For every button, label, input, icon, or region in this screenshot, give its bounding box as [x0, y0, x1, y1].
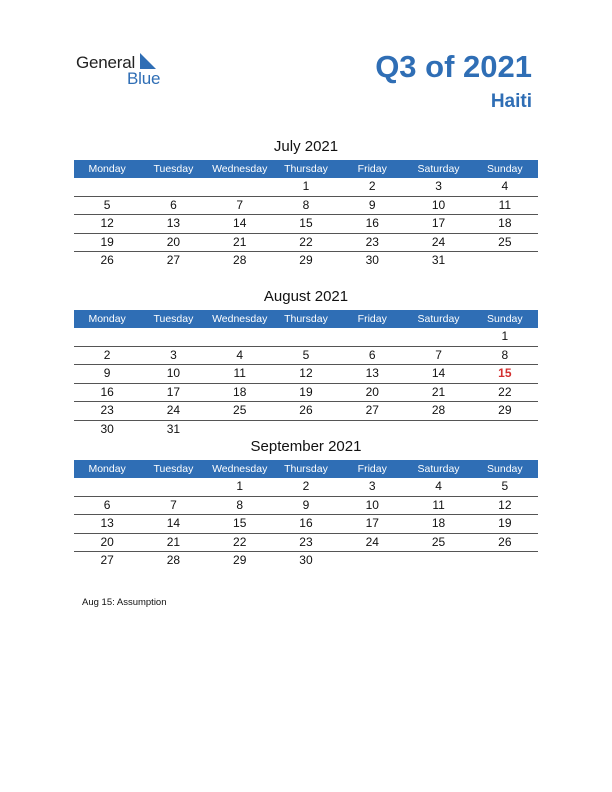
- weekday-label: Thursday: [284, 463, 328, 475]
- week-row: [74, 552, 538, 570]
- week-row: [74, 478, 538, 497]
- week-row: [74, 365, 538, 384]
- weekday-header-row: [74, 160, 538, 178]
- day-cell: 27: [166, 253, 181, 267]
- holiday-note: Aug 15: Assumption: [82, 597, 167, 608]
- week-row: [74, 402, 538, 421]
- weekday-label: Sunday: [487, 313, 523, 325]
- month-grid: [74, 328, 538, 438]
- day-cell: 27: [365, 403, 379, 417]
- day-cell: 2: [302, 479, 310, 493]
- day-cell: 12: [299, 366, 313, 380]
- day-cell: 8: [236, 497, 244, 512]
- weekday-header-row: [74, 310, 538, 328]
- weekday-label: Monday: [88, 163, 126, 175]
- weekday-label: Wednesday: [212, 313, 268, 325]
- holiday-day-cell: 15: [498, 366, 512, 380]
- day-cell: 4: [236, 347, 244, 362]
- month-calendar-september: [74, 436, 538, 570]
- day-cell: 24: [166, 403, 181, 417]
- day-cell: [140, 328, 206, 346]
- day-cell: 25: [498, 234, 512, 249]
- day-cell: [207, 328, 273, 346]
- day-cell: 19: [498, 516, 512, 530]
- week-row: [74, 178, 538, 197]
- day-cell: 2: [368, 179, 376, 193]
- day-cell: 20: [365, 384, 379, 399]
- day-cell: 23: [100, 403, 114, 417]
- week-row: [74, 347, 538, 366]
- day-cell: [472, 552, 538, 570]
- day-cell: 27: [100, 553, 114, 567]
- day-cell: 24: [431, 234, 446, 249]
- week-row: [74, 384, 538, 403]
- day-cell: 6: [170, 197, 177, 212]
- day-cell: 17: [431, 216, 446, 230]
- day-cell: 7: [435, 347, 442, 362]
- day-cell: 1: [236, 479, 244, 493]
- day-cell: 22: [299, 234, 313, 249]
- day-cell: 9: [368, 197, 376, 212]
- day-cell: 1: [501, 329, 509, 343]
- weekday-label: Friday: [357, 313, 387, 325]
- weekday-label: Saturday: [417, 463, 460, 475]
- page-title: Q3 of 2021: [375, 49, 532, 84]
- day-cell: 18: [233, 384, 247, 399]
- day-cell: 17: [365, 516, 379, 530]
- weekday-label: Sunday: [487, 463, 523, 475]
- day-cell: 23: [365, 234, 379, 249]
- week-row: [74, 234, 538, 253]
- day-cell: 15: [233, 516, 247, 530]
- logo-flag-icon: [140, 53, 156, 69]
- week-row: [74, 215, 538, 234]
- day-cell: [472, 252, 538, 270]
- day-cell: 9: [103, 366, 111, 380]
- day-cell: 1: [302, 179, 310, 193]
- month-title: August 2021: [263, 288, 349, 305]
- day-cell: 14: [233, 216, 247, 230]
- day-cell: 16: [299, 516, 313, 530]
- day-cell: 28: [431, 403, 446, 417]
- brand-logo: [76, 52, 176, 88]
- day-cell: 25: [233, 403, 247, 417]
- weekday-label: Tuesday: [153, 313, 194, 325]
- day-cell: 25: [431, 534, 446, 549]
- day-cell: 28: [166, 553, 181, 567]
- country-name: Haiti: [490, 91, 532, 112]
- day-cell: 10: [365, 497, 379, 512]
- day-cell: 26: [498, 534, 512, 549]
- day-cell: 21: [233, 234, 247, 249]
- day-cell: 7: [236, 197, 244, 212]
- day-cell: 23: [299, 534, 313, 549]
- day-cell: 17: [166, 384, 181, 399]
- day-cell: [140, 478, 206, 496]
- day-cell: 12: [100, 216, 114, 230]
- weekday-label: Monday: [88, 313, 126, 325]
- week-row: [74, 497, 538, 516]
- day-cell: 16: [100, 384, 114, 399]
- day-cell: 31: [166, 421, 181, 436]
- day-cell: 29: [233, 553, 247, 567]
- day-cell: 30: [299, 553, 313, 567]
- day-cell: 5: [302, 347, 310, 362]
- day-cell: [339, 552, 405, 570]
- day-cell: 21: [431, 384, 446, 399]
- month-title: September 2021: [250, 438, 362, 455]
- weekday-label: Wednesday: [212, 463, 268, 475]
- weekday-label: Sunday: [487, 163, 523, 175]
- day-cell: 7: [170, 497, 177, 512]
- day-cell: 26: [100, 253, 114, 267]
- day-cell: [273, 328, 339, 346]
- month-calendar-july: [74, 136, 538, 270]
- day-cell: 2: [103, 347, 111, 362]
- week-row: [74, 534, 538, 553]
- day-cell: 8: [302, 197, 310, 212]
- day-cell: 18: [431, 516, 446, 530]
- day-cell: 5: [103, 197, 111, 212]
- day-cell: 24: [365, 534, 379, 549]
- week-row: [74, 328, 538, 347]
- day-cell: 10: [166, 366, 181, 380]
- day-cell: 26: [299, 403, 313, 417]
- day-cell: 9: [302, 497, 310, 512]
- day-cell: 11: [498, 197, 512, 212]
- day-cell: 28: [233, 253, 247, 267]
- logo-word-blue: Blue: [127, 69, 161, 88]
- weekday-label: Thursday: [284, 163, 328, 175]
- day-cell: 20: [100, 534, 114, 549]
- day-cell: 18: [498, 216, 512, 230]
- day-cell: 30: [100, 421, 114, 436]
- month-calendar-august: [74, 286, 538, 438]
- weekday-label: Thursday: [284, 313, 328, 325]
- logo-word-general: General: [76, 53, 136, 72]
- day-cell: 15: [299, 216, 313, 230]
- day-cell: 3: [435, 179, 442, 193]
- day-cell: 14: [166, 516, 181, 530]
- weekday-label: Tuesday: [153, 463, 194, 475]
- day-cell: 13: [100, 516, 114, 530]
- month-grid: [74, 178, 538, 270]
- day-cell: 20: [166, 234, 181, 249]
- day-cell: 19: [100, 234, 114, 249]
- day-cell: 3: [368, 479, 376, 493]
- day-cell: 4: [501, 179, 509, 193]
- day-cell: [140, 178, 206, 196]
- weekday-label: Wednesday: [212, 163, 268, 175]
- day-cell: 14: [431, 366, 446, 380]
- day-cell: 8: [501, 347, 509, 362]
- day-cell: 5: [501, 479, 509, 493]
- day-cell: 19: [299, 384, 313, 399]
- week-row: [74, 515, 538, 534]
- day-cell: [207, 178, 273, 196]
- day-cell: 6: [103, 497, 111, 512]
- weekday-label: Saturday: [417, 313, 460, 325]
- day-cell: 29: [299, 253, 313, 267]
- day-cell: 29: [498, 403, 512, 417]
- day-cell: 12: [498, 497, 512, 512]
- day-cell: 30: [365, 253, 379, 267]
- weekday-label: Friday: [357, 463, 387, 475]
- day-cell: 13: [365, 366, 379, 380]
- week-row: [74, 197, 538, 216]
- day-cell: 21: [166, 534, 181, 549]
- day-cell: 31: [431, 253, 446, 267]
- month-grid: [74, 478, 538, 570]
- day-cell: [405, 328, 471, 346]
- day-cell: [74, 328, 140, 346]
- weekday-header-row: [74, 460, 538, 478]
- day-cell: 11: [432, 497, 445, 512]
- day-cell: [339, 328, 405, 346]
- month-title: July 2021: [273, 138, 339, 155]
- day-cell: 6: [368, 347, 376, 362]
- day-cell: 22: [498, 384, 512, 399]
- weekday-label: Tuesday: [153, 163, 194, 175]
- weekday-label: Monday: [88, 463, 126, 475]
- day-cell: 11: [233, 366, 246, 380]
- day-cell: [74, 478, 140, 496]
- day-cell: [405, 552, 471, 570]
- day-cell: [74, 178, 140, 196]
- week-row: [74, 252, 538, 270]
- day-cell: 4: [435, 479, 442, 493]
- weekday-label: Saturday: [417, 163, 460, 175]
- day-cell: 10: [431, 197, 446, 212]
- day-cell: 3: [170, 347, 177, 362]
- day-cell: 22: [233, 534, 247, 549]
- weekday-label: Friday: [357, 163, 387, 175]
- day-cell: 13: [166, 216, 181, 230]
- day-cell: 16: [365, 216, 379, 230]
